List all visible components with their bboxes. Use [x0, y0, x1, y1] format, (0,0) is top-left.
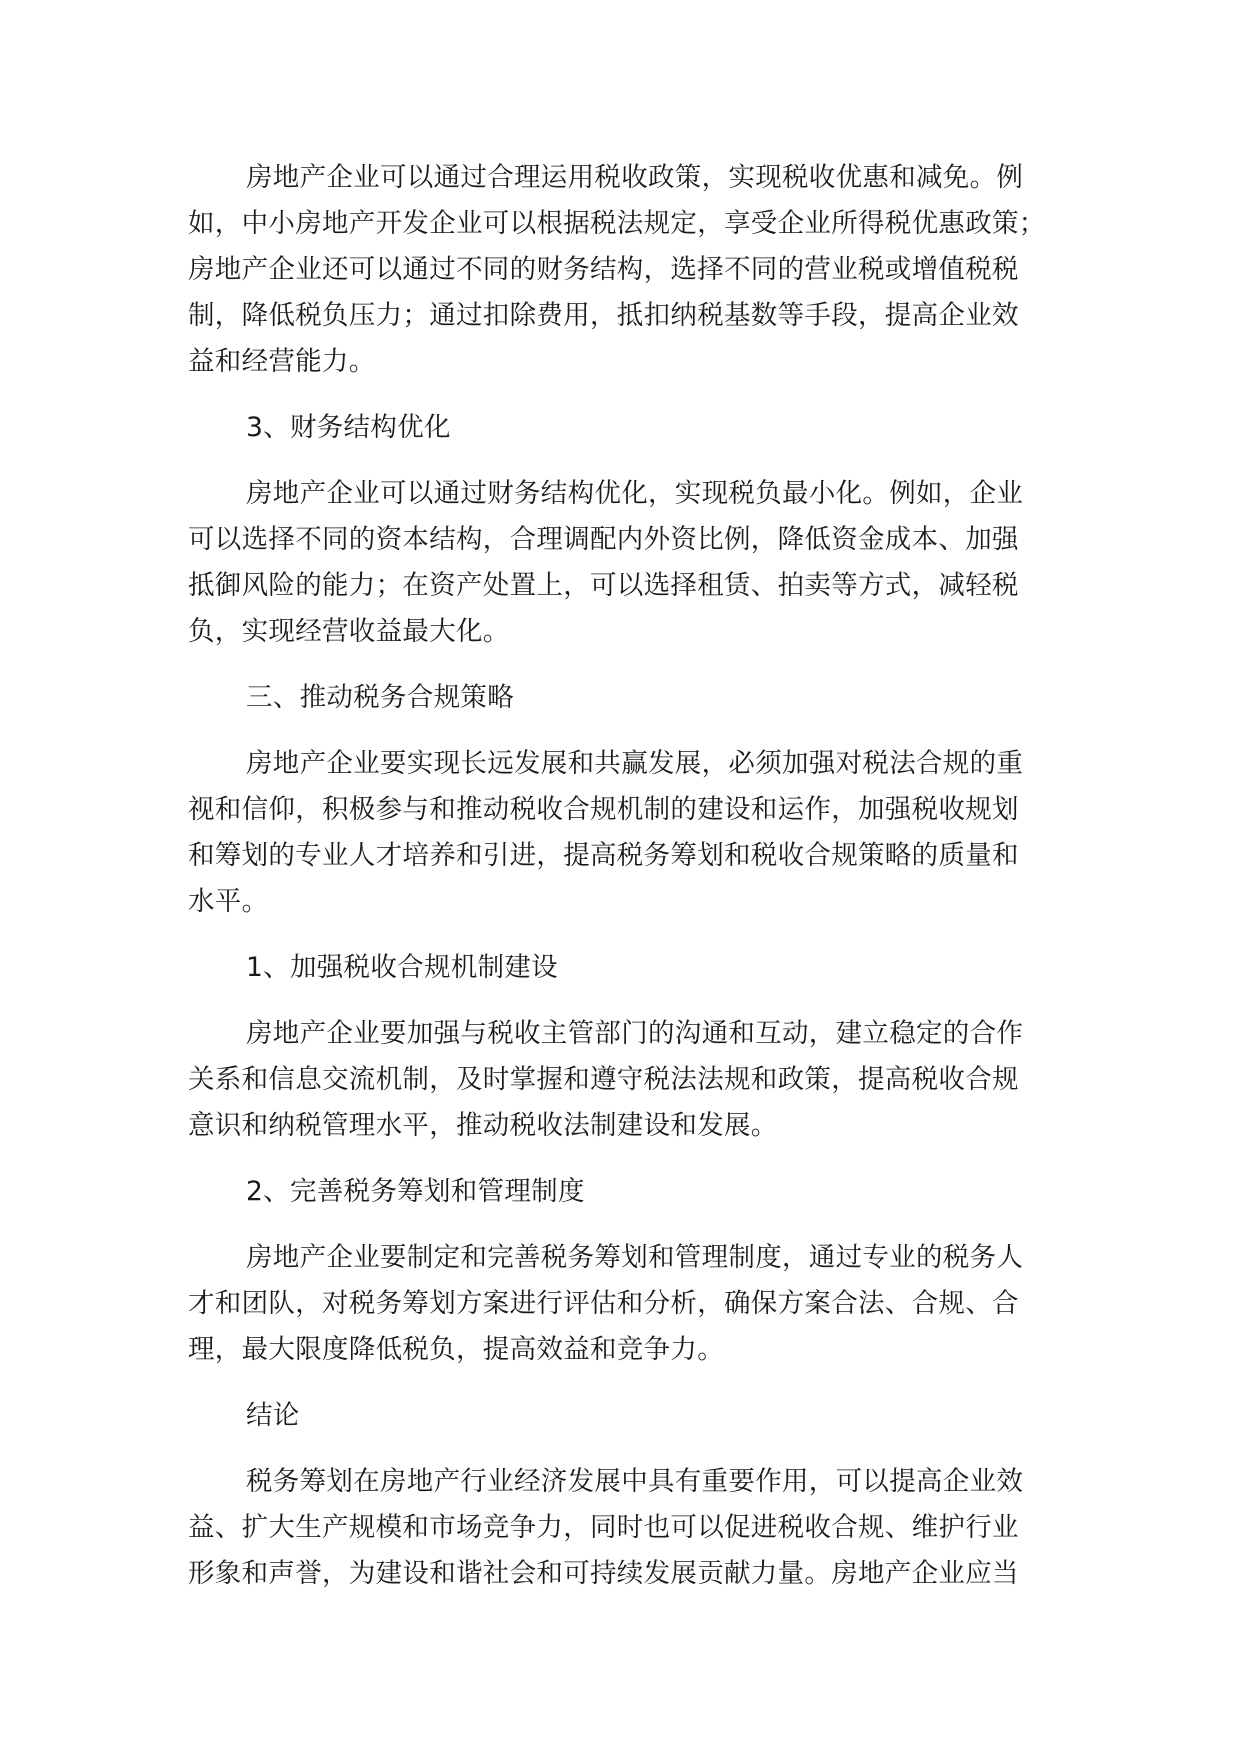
paragraph-line: 可以选择不同的资本结构，合理调配内外资比例，降低资金成本、加强 — [188, 524, 1019, 555]
paragraph-line: 抵御风险的能力；在资产处置上，可以选择租赁、拍卖等方式，减轻税 — [188, 570, 1019, 601]
paragraph-line: 房地产企业要制定和完善税务筹划和管理制度，通过专业的税务人 — [246, 1242, 1024, 1273]
paragraph-line: 房地产企业还可以通过不同的财务结构，选择不同的营业税或增值税税 — [188, 254, 1019, 285]
paragraph — [188, 1235, 1068, 1373]
paragraph — [188, 155, 1068, 385]
paragraph-line: 如，中小房地产开发企业可以根据税法规定，享受企业所得税优惠政策； — [188, 208, 1046, 239]
document-body — [188, 155, 1068, 1617]
section-heading: 结论 — [246, 1400, 300, 1431]
paragraph-line: 制，降低税负压力；通过扣除费用，抵扣纳税基数等手段，提高企业效 — [188, 300, 1019, 331]
paragraph-line: 关系和信息交流机制，及时掌握和遵守税法法规和政策，提高税收合规 — [188, 1064, 1019, 1095]
paragraph — [188, 1011, 1068, 1149]
paragraph — [188, 741, 1068, 925]
section-heading: 三、推动税务合规策略 — [246, 682, 514, 713]
paragraph-line: 和筹划的专业人才培养和引进，提高税务筹划和税收合规策略的质量和 — [188, 840, 1019, 871]
paragraph-line: 房地产企业可以通过财务结构优化，实现税负最小化。例如，企业 — [246, 478, 1024, 509]
section-heading: 2、完善税务筹划和管理制度 — [246, 1176, 585, 1207]
paragraph-line: 水平。 — [188, 886, 269, 917]
paragraph-line: 税务筹划在房地产行业经济发展中具有重要作用，可以提高企业效 — [246, 1466, 1024, 1497]
paragraph-line: 才和团队，对税务筹划方案进行评估和分析，确保方案合法、合规、合 — [188, 1288, 1019, 1319]
paragraph-line: 房地产企业可以通过合理运用税收政策，实现税收优惠和减免。例 — [246, 162, 1024, 193]
paragraph-line: 形象和声誉，为建设和谐社会和可持续发展贡献力量。房地产企业应当 — [188, 1558, 1019, 1589]
paragraph-line: 意识和纳税管理水平，推动税收法制建设和发展。 — [188, 1110, 778, 1141]
paragraph — [188, 1459, 1068, 1597]
paragraph-line: 负，实现经营收益最大化。 — [188, 616, 510, 647]
paragraph-line: 益和经营能力。 — [188, 346, 376, 377]
paragraph-line: 益、扩大生产规模和市场竞争力，同时也可以促进税收合规、维护行业 — [188, 1512, 1019, 1543]
paragraph-line: 房地产企业要加强与税收主管部门的沟通和互动，建立稳定的合作 — [246, 1018, 1024, 1049]
paragraph-line: 房地产企业要实现长远发展和共赢发展，必须加强对税法合规的重 — [246, 748, 1024, 779]
section-heading: 3、财务结构优化 — [246, 412, 451, 443]
section-heading: 1、加强税收合规机制建设 — [246, 952, 558, 983]
paragraph-line: 理，最大限度降低税负，提高效益和竞争力。 — [188, 1334, 724, 1365]
paragraph-line: 视和信仰，积极参与和推动税收合规机制的建设和运作，加强税收规划 — [188, 794, 1019, 825]
paragraph — [188, 471, 1068, 655]
